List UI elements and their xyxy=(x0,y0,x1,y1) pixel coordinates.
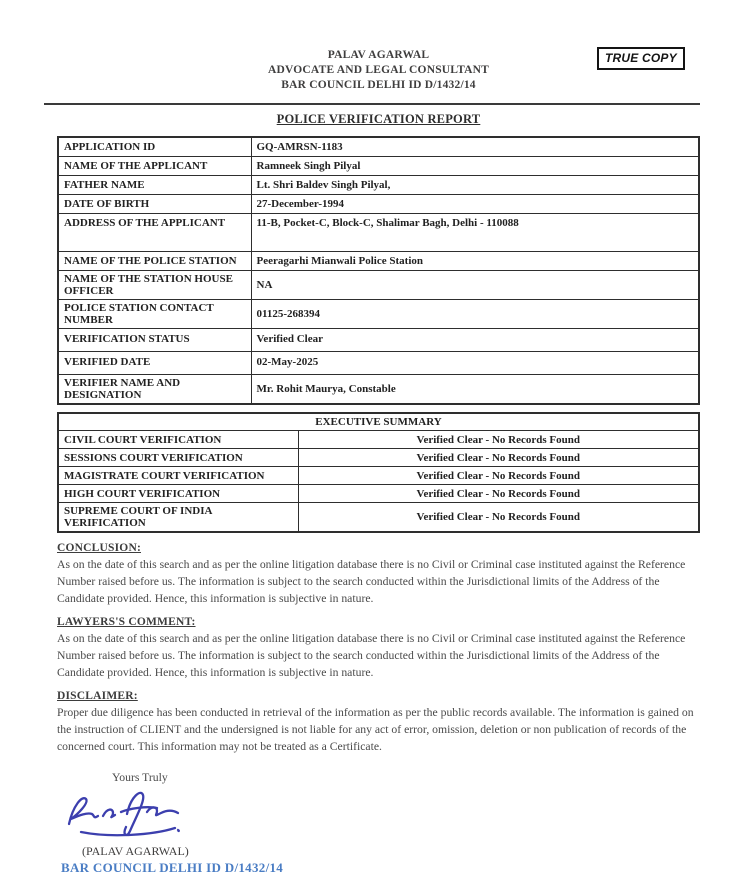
table-row xyxy=(58,328,699,351)
conclusion-heading: CONCLUSION: xyxy=(57,542,141,554)
row-label: NAME OF THE POLICE STATION xyxy=(58,251,251,270)
row-value: 27-December-1994 xyxy=(251,194,699,213)
disclaimer-text: Proper due diligence has been conducted in retrieval of the information as per the public records available. The information is gained on the instruction of CLIENT and the undersigned is not liable for any act of error, omission, deletion or non publication of records of the concerned court. This information may not be treated as a Certificate. xyxy=(57,706,694,753)
table-row xyxy=(58,374,699,404)
letterhead-role: ADVOCATE AND LEGAL CONSULTANT xyxy=(267,64,490,76)
row-value: Peeragarhi Mianwali Police Station xyxy=(251,251,699,270)
row-label: SESSIONS COURT VERIFICATION xyxy=(58,449,298,467)
table-row xyxy=(58,175,699,194)
lawyers-comment-text: As on the date of this search and as per the online litigation database there is no Civil or Criminal case instituted against the Reference Number raised before us. The information is subject to the search conducted within the Jurisdictional limits of the Address of the Candidate provided. Hence, this information is subjective in nature. xyxy=(57,632,686,679)
table-row xyxy=(58,213,699,251)
letterhead-bar-id: BAR COUNCIL DELHI ID D/1432/14 xyxy=(281,79,476,91)
table-row xyxy=(58,270,699,299)
table-row xyxy=(58,299,699,328)
bar-council-id: BAR COUNCIL DELHI ID D/1432/14 xyxy=(61,860,284,875)
row-value: Verified Clear - No Records Found xyxy=(298,431,699,449)
row-value: 01125-268394 xyxy=(251,299,699,328)
table-row xyxy=(58,503,699,533)
table-row xyxy=(58,194,699,213)
disclaimer-heading: DISCLAIMER: xyxy=(57,690,138,702)
lawyers-comment-heading: LAWYERS'S COMMENT: xyxy=(57,616,196,628)
row-label: FATHER NAME xyxy=(58,175,251,194)
report-title: POLICE VERIFICATION REPORT xyxy=(276,112,481,126)
table-row xyxy=(58,351,699,374)
row-label: ADDRESS OF THE APPLICANT xyxy=(58,213,251,251)
row-value: Verified Clear - No Records Found xyxy=(298,467,699,485)
row-value: Ramneek Singh Pilyal xyxy=(251,156,699,175)
table-row xyxy=(58,413,699,431)
row-value: Verified Clear - No Records Found xyxy=(298,449,699,467)
true-copy-stamp: TRUE COPY xyxy=(597,47,685,70)
row-label: VERIFIED DATE xyxy=(58,351,251,374)
row-label: VERIFIER NAME AND DESIGNATION xyxy=(58,374,251,404)
conclusion-text: As on the date of this search and as per the online litigation database there is no Civil or Criminal case instituted against the Reference Number raised before us. The information is subject to the search conducted within the Jurisdictional limits of the Address of the Candidate provided. Hence, this information is subjective in nature. xyxy=(57,558,686,605)
table-row xyxy=(58,251,699,270)
row-label: VERIFICATION STATUS xyxy=(58,328,251,351)
row-label: APPLICATION ID xyxy=(58,137,251,156)
signatory-name: (PALAV AGARWAL) xyxy=(82,844,189,858)
row-label: NAME OF THE STATION HOUSE OFFICER xyxy=(58,270,251,299)
executive-summary-title: EXECUTIVE SUMMARY xyxy=(58,413,699,431)
row-value: Verified Clear - No Records Found xyxy=(298,485,699,503)
table-row xyxy=(58,431,699,449)
row-value: NA xyxy=(251,270,699,299)
row-value: Verified Clear xyxy=(251,328,699,351)
disclaimer-section xyxy=(57,690,700,755)
row-label: POLICE STATION CONTACT NUMBER xyxy=(58,299,251,328)
table-row xyxy=(58,156,699,175)
row-value: Verified Clear - No Records Found xyxy=(298,503,699,533)
row-value: 02-May-2025 xyxy=(251,351,699,374)
executive-summary-table xyxy=(57,412,700,534)
applicant-details-table xyxy=(57,136,700,405)
signature-image xyxy=(61,788,186,838)
table-row xyxy=(58,137,699,156)
table-row xyxy=(58,485,699,503)
letterhead-name: PALAV AGARWAL xyxy=(327,49,430,61)
row-label: NAME OF THE APPLICANT xyxy=(58,156,251,175)
row-label: SUPREME COURT OF INDIA VERIFICATION xyxy=(58,503,298,533)
table-row xyxy=(58,449,699,467)
conclusion-section xyxy=(57,542,700,607)
row-label: HIGH COURT VERIFICATION xyxy=(58,485,298,503)
closing-text: Yours Truly xyxy=(112,771,168,784)
header-divider xyxy=(44,103,700,105)
lawyers-comment-section xyxy=(57,616,700,681)
row-label: DATE OF BIRTH xyxy=(58,194,251,213)
row-value: 11-B, Pocket-C, Block-C, Shalimar Bagh, Delhi - 110088 xyxy=(251,213,699,251)
row-value: Lt. Shri Baldev Singh Pilyal, xyxy=(251,175,699,194)
table-row xyxy=(58,467,699,485)
row-label: CIVIL COURT VERIFICATION xyxy=(58,431,298,449)
row-label: MAGISTRATE COURT VERIFICATION xyxy=(58,467,298,485)
row-value: GQ-AMRSN-1183 xyxy=(251,137,699,156)
row-value: Mr. Rohit Maurya, Constable xyxy=(251,374,699,404)
